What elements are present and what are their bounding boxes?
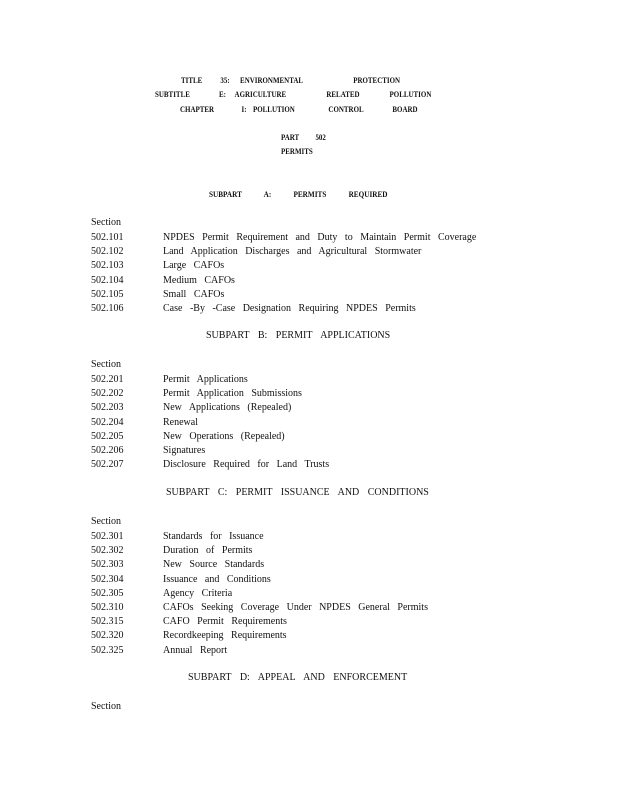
section-title: NPDES Permit Requirement and Duty to Maintain Permit Coverage	[163, 232, 477, 243]
title-label: TITLE	[181, 75, 203, 85]
section-title: New Operations (Repealed)	[163, 430, 285, 442]
section-title: CAFO Permit Requirements	[163, 616, 287, 628]
section-number: 502.104	[91, 274, 124, 286]
subpart-d-heading: SUBPART D: APPEAL AND ENFORCEMENT	[188, 672, 408, 683]
section-title: Signatures	[163, 445, 206, 457]
subtitle-name-2: RELATED	[326, 89, 360, 99]
subpart-c-list	[91, 530, 571, 658]
chapter-name-1: POLLUTION	[252, 104, 295, 114]
chapter-name-3: BOARD	[392, 104, 418, 114]
section-title: Permit Application Submissions	[163, 388, 302, 400]
subtitle-name-1: AGRICULTURE	[234, 89, 287, 99]
section-title: Disclosure Required for Land Trusts	[163, 459, 330, 471]
subpart-b-section-label: Section	[91, 359, 121, 370]
subpart-c-heading: SUBPART C: PERMIT ISSUANCE AND CONDITIONS	[166, 487, 429, 498]
chapter-name-2: CONTROL	[328, 104, 364, 114]
section-number: 502.305	[91, 587, 124, 599]
part-title-text: PERMITS	[281, 146, 313, 156]
section-number: 502.301	[91, 531, 124, 542]
section-title: New Applications (Repealed)	[163, 402, 292, 414]
section-title: Renewal	[163, 416, 198, 428]
list-item	[91, 558, 571, 572]
list-item	[91, 444, 571, 458]
section-title: Standards for Issuance	[163, 531, 264, 542]
subpart-b-list	[91, 373, 571, 472]
section-number: 502.204	[91, 416, 124, 428]
section-title: Case -By -Case Designation Requiring NPDES Permits	[163, 303, 416, 315]
section-number: 502.101	[91, 232, 124, 243]
list-item	[91, 458, 571, 472]
list-item	[91, 573, 571, 587]
list-item	[91, 430, 571, 444]
list-item	[91, 644, 571, 658]
section-number: 502.202	[91, 388, 124, 400]
section-number: 502.106	[91, 303, 124, 315]
list-item	[91, 288, 571, 302]
list-item	[91, 259, 571, 273]
section-title: Small CAFOs	[163, 288, 225, 300]
section-title: Duration of Permits	[163, 545, 253, 557]
section-number: 502.206	[91, 445, 124, 457]
section-number: 502.320	[91, 630, 124, 642]
list-item	[91, 530, 571, 544]
section-number: 502.201	[91, 374, 124, 385]
list-item	[91, 274, 571, 288]
section-number: 502.315	[91, 616, 124, 628]
section-title: Issuance and Conditions	[163, 573, 271, 585]
chapter-label: CHAPTER	[180, 104, 215, 114]
list-item	[91, 245, 571, 259]
chapter-number: I:	[241, 104, 247, 114]
section-number: 502.205	[91, 430, 124, 442]
list-item	[91, 615, 571, 629]
section-title: Land Application Discharges and Agricultural Stormwater	[163, 246, 422, 258]
subpart-a-list	[91, 231, 571, 316]
section-title: CAFOs Seeking Coverage Under NPDES General Permits	[163, 602, 428, 614]
list-item	[91, 544, 571, 558]
section-title: Permit Applications	[163, 374, 248, 385]
list-item	[91, 231, 571, 245]
section-title: New Source Standards	[163, 559, 265, 571]
section-title: Medium CAFOs	[163, 274, 235, 286]
section-number: 502.304	[91, 573, 124, 585]
section-number: 502.102	[91, 246, 124, 258]
section-number: 502.207	[91, 459, 124, 471]
subtitle-letter: E:	[218, 89, 226, 99]
subtitle-name-3: POLLUTION	[389, 89, 432, 99]
subpart-a-section-label: Section	[91, 217, 121, 228]
section-number: 502.310	[91, 602, 124, 614]
list-item	[91, 601, 571, 615]
section-number: 502.105	[91, 288, 124, 300]
list-item	[91, 373, 571, 387]
list-item	[91, 416, 571, 430]
title-name-2: PROTECTION	[353, 75, 401, 85]
part-number: 502	[315, 132, 326, 142]
list-item	[91, 302, 571, 316]
title-name-1: ENVIRONMENTAL	[240, 75, 304, 85]
subpart-a-heading: SUBPART A: PERMITS REQUIRED	[209, 189, 388, 199]
section-title: Annual Report	[163, 644, 228, 656]
section-title: Agency Criteria	[163, 587, 233, 599]
section-number: 502.325	[91, 644, 124, 656]
subpart-d-section-label: Section	[91, 701, 121, 712]
list-item	[91, 401, 571, 415]
section-number: 502.203	[91, 402, 124, 414]
list-item	[91, 387, 571, 401]
section-title: Recordkeeping Requirements	[163, 630, 287, 642]
subpart-c-section-label: Section	[91, 516, 121, 527]
subtitle-label: SUBTITLE	[155, 89, 190, 99]
section-number: 502.303	[91, 559, 124, 571]
list-item	[91, 629, 571, 643]
title-number: 35:	[220, 75, 230, 85]
part-label: PART	[281, 132, 300, 142]
subpart-b-heading: SUBPART B: PERMIT APPLICATIONS	[206, 330, 391, 341]
section-title: Large CAFOs	[163, 260, 225, 272]
section-number: 502.103	[91, 260, 124, 272]
list-item	[91, 587, 571, 601]
section-number: 502.302	[91, 545, 124, 557]
